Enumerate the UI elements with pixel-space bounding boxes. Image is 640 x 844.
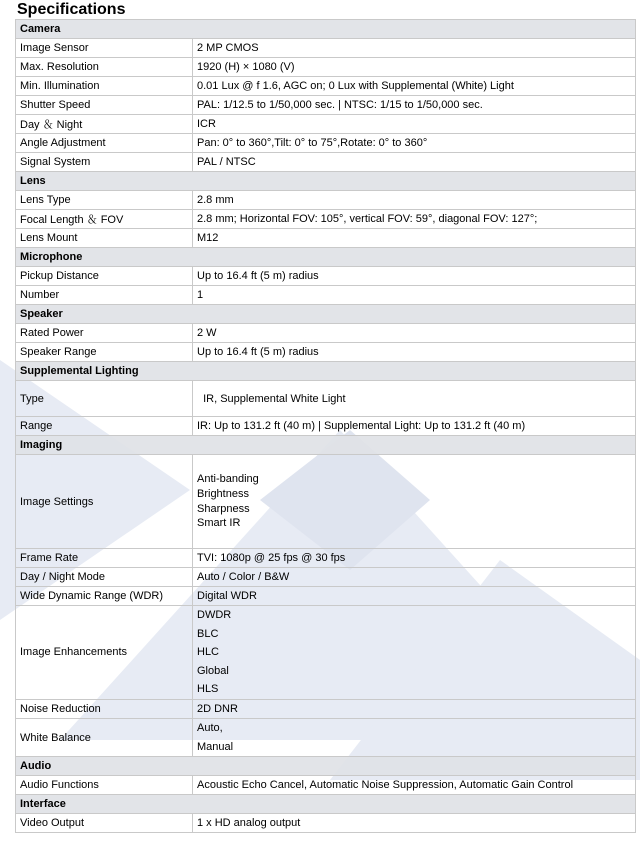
spec-value: IR: Up to 131.2 ft (40 m) | Supplemental Light: Up to 131.2 ft (40 m) bbox=[193, 417, 636, 436]
spec-label: Number bbox=[16, 286, 193, 305]
spec-value-line: Smart IR bbox=[197, 517, 241, 530]
spec-label: Image Sensor bbox=[16, 39, 193, 58]
spec-row bbox=[16, 286, 636, 305]
spec-value: PAL / NTSC bbox=[193, 153, 636, 172]
spec-value-line: Manual bbox=[197, 740, 234, 753]
spec-label: Image Settings bbox=[16, 455, 193, 549]
spec-label: White Balance bbox=[16, 718, 193, 756]
spec-value-line: Anti-banding bbox=[197, 473, 259, 486]
section-title: Camera bbox=[16, 20, 636, 39]
section-title: Microphone bbox=[16, 248, 636, 267]
section-header-lens bbox=[16, 172, 636, 191]
section-header-imaging bbox=[16, 436, 636, 455]
spec-row bbox=[16, 324, 636, 343]
spec-table-body bbox=[16, 20, 636, 833]
spec-row bbox=[16, 115, 636, 134]
spec-row bbox=[16, 229, 636, 248]
spec-value-line: BLC bbox=[197, 627, 219, 640]
spec-row bbox=[16, 568, 636, 587]
spec-row bbox=[16, 776, 636, 795]
spec-value: 2.8 mm bbox=[193, 191, 636, 210]
spec-row bbox=[16, 699, 636, 718]
spec-value: TVI: 1080p @ 25 fps @ 30 fps bbox=[193, 549, 636, 568]
spec-value bbox=[193, 718, 636, 756]
spec-value-line: DWDR bbox=[197, 609, 232, 621]
spec-value: 2.8 mm; Horizontal FOV: 105°, vertical FOV: 59°, diagonal FOV: 127°; bbox=[193, 210, 636, 229]
spec-value-line: Global bbox=[197, 664, 229, 677]
spec-label: Focal Length ＆ FOV bbox=[16, 210, 193, 229]
section-title: Imaging bbox=[16, 436, 636, 455]
spec-label: Range bbox=[16, 417, 193, 436]
spec-label: Image Enhancements bbox=[16, 606, 193, 700]
spec-value: 2 MP CMOS bbox=[193, 39, 636, 58]
spec-row bbox=[16, 343, 636, 362]
spec-label: Pickup Distance bbox=[16, 267, 193, 286]
section-title: Supplemental Lighting bbox=[16, 362, 636, 381]
spec-label: Noise Reduction bbox=[16, 699, 193, 718]
spec-label: Frame Rate bbox=[16, 549, 193, 568]
section-header-interface bbox=[16, 795, 636, 814]
spec-value: 2D DNR bbox=[193, 699, 636, 718]
spec-label: Type bbox=[16, 381, 193, 417]
section-header-microphone bbox=[16, 248, 636, 267]
spec-label: Angle Adjustment bbox=[16, 134, 193, 153]
spec-row bbox=[16, 58, 636, 77]
spec-row bbox=[16, 153, 636, 172]
spec-value: 1920 (H) × 1080 (V) bbox=[193, 58, 636, 77]
spec-label: Min. Illumination bbox=[16, 77, 193, 96]
spec-row bbox=[16, 134, 636, 153]
spec-value: 1 x HD analog output bbox=[193, 814, 636, 833]
spec-label: Signal System bbox=[16, 153, 193, 172]
spec-sheet bbox=[15, 0, 635, 833]
spec-label: Max. Resolution bbox=[16, 58, 193, 77]
spec-value: Pan: 0° to 360°,Tilt: 0° to 75°,Rotate: 0° to 360° bbox=[193, 134, 636, 153]
spec-value: ICR bbox=[193, 115, 636, 134]
section-title: Audio bbox=[16, 757, 636, 776]
section-header-audio bbox=[16, 757, 636, 776]
spec-row bbox=[16, 587, 636, 606]
spec-value: Up to 16.4 ft (5 m) radius bbox=[193, 267, 636, 286]
spec-label: Wide Dynamic Range (WDR) bbox=[16, 587, 193, 606]
spec-value: Digital WDR bbox=[193, 587, 636, 606]
spec-row bbox=[16, 549, 636, 568]
spec-row bbox=[16, 191, 636, 210]
spec-label: Rated Power bbox=[16, 324, 193, 343]
spec-row bbox=[16, 381, 636, 417]
spec-value: 2 W bbox=[193, 324, 636, 343]
spec-value-line: Sharpness bbox=[197, 502, 250, 515]
spec-value-line: Auto, bbox=[197, 721, 223, 734]
spec-value bbox=[193, 455, 636, 549]
spec-value: Auto / Color / B&W bbox=[193, 568, 636, 587]
spec-label: Day ＆ Night bbox=[16, 115, 193, 134]
section-title: Lens bbox=[16, 172, 636, 191]
section-header-speaker bbox=[16, 305, 636, 324]
spec-row bbox=[16, 417, 636, 436]
spec-value: Up to 16.4 ft (5 m) radius bbox=[193, 343, 636, 362]
spec-row bbox=[16, 718, 636, 756]
spec-value-line: HLS bbox=[197, 683, 219, 696]
spec-row bbox=[16, 210, 636, 229]
spec-value: 1 bbox=[193, 286, 636, 305]
page-title: Specifications bbox=[17, 1, 126, 18]
section-header-supplemental-lighting bbox=[16, 362, 636, 381]
spec-value: IR, Supplemental White Light bbox=[193, 381, 636, 417]
spec-value: 0.01 Lux @ f 1.6, AGC on; 0 Lux with Supplemental (White) Light bbox=[193, 77, 636, 96]
section-header-camera bbox=[16, 20, 636, 39]
spec-row bbox=[16, 96, 636, 115]
spec-label: Lens Mount bbox=[16, 229, 193, 248]
spec-label: Shutter Speed bbox=[16, 96, 193, 115]
spec-label: Day / Night Mode bbox=[16, 568, 193, 587]
spec-row bbox=[16, 455, 636, 549]
spec-label: Audio Functions bbox=[16, 776, 193, 795]
spec-label: Video Output bbox=[16, 814, 193, 833]
spec-row bbox=[16, 39, 636, 58]
spec-label: Speaker Range bbox=[16, 343, 193, 362]
spec-value: M12 bbox=[193, 229, 636, 248]
spec-value-line: HLC bbox=[197, 646, 220, 659]
section-title: Interface bbox=[16, 795, 636, 814]
spec-label: Lens Type bbox=[16, 191, 193, 210]
spec-row bbox=[16, 606, 636, 700]
spec-value bbox=[193, 606, 636, 700]
spec-table bbox=[15, 19, 636, 833]
spec-value-line: Brightness bbox=[197, 487, 249, 500]
section-title: Speaker bbox=[16, 305, 636, 324]
spec-value: PAL: 1/12.5 to 1/50,000 sec. | NTSC: 1/15 to 1/50,000 sec. bbox=[193, 96, 636, 115]
spec-row bbox=[16, 77, 636, 96]
spec-row bbox=[16, 267, 636, 286]
spec-value: Acoustic Echo Cancel, Automatic Noise Suppression, Automatic Gain Control bbox=[193, 776, 636, 795]
spec-row bbox=[16, 814, 636, 833]
